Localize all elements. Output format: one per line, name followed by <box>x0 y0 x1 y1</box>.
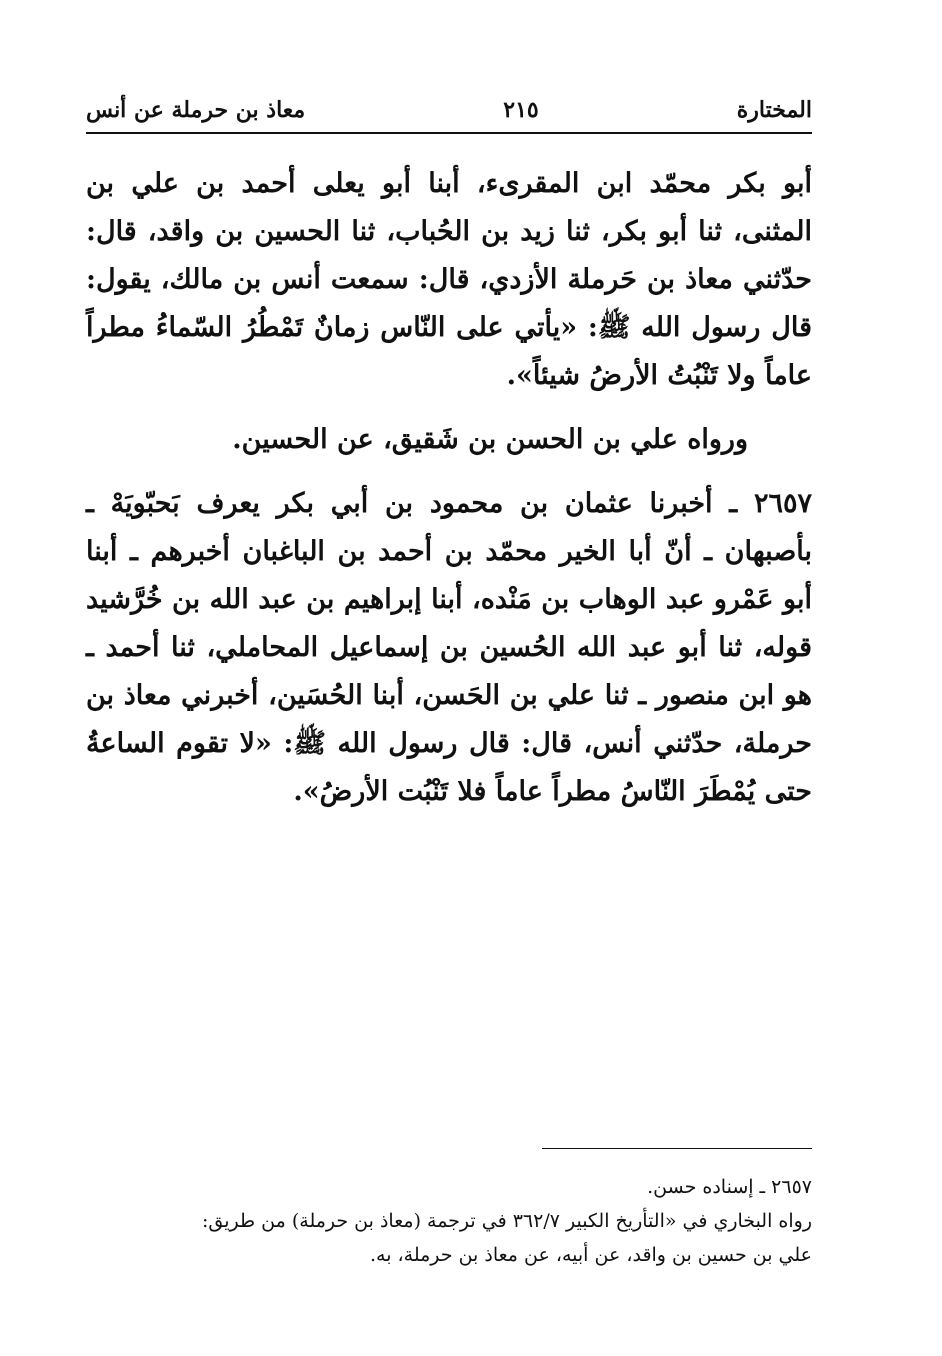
hadith-number: ٢٦٥٧ <box>753 488 812 519</box>
header-divider <box>86 132 812 134</box>
paragraph-1: أبو بكر محمّد ابن المقرىء، أبنا أبو يعلى أحمد بن علي بن المثنى، ثنا أبو بكر، ثنا زيد بن الحُباب، ثنا الحسين بن واقد، قال: حدّثني معاذ بن حَرملة الأزدي، قال: سمعت أنس بن مالك، يقول: قال رسول الله ﷺ: «يأتي على النّاس زمانٌ تَمْطُرُ السّماءُ مطراً عاماً ولا تَنْبُتُ الأرضُ شيئاً». <box>86 168 812 391</box>
footnote-divider <box>542 1148 812 1149</box>
header-chapter-title: معاذ بن حرملة عن أنس <box>86 97 306 123</box>
running-header <box>86 92 812 128</box>
footnote-line-1: ٢٦٥٧ ـ إسناده حسن. <box>647 1176 812 1198</box>
footnotes <box>86 1170 812 1272</box>
main-text <box>86 160 812 816</box>
paragraph-3 <box>86 480 812 816</box>
footnote-line-3: علي بن حسين بن واقد، عن أبيه، عن معاذ بن حرملة، به. <box>369 1244 812 1266</box>
footnote-line-2: رواه البخاري في «التأريخ الكبير ٣٦٢/٧ في ترجمة (معاذ بن حرملة) من طريق: <box>201 1210 812 1232</box>
hadith-text: ـ أخبرنا عثمان بن محمود بن أبي بكر يعرف بَحبّويَهْ ـ بأصبهان ـ أنّ أبا الخير محمّد بن أحمد بن الباغبان أخبرهم ـ أبنا أبو عَمْرو عبد الوهاب بن مَنْده، أبنا إبراهيم بن عبد الله بن خُرَّشيد قوله، ثنا أبو عبد الله الحُسين بن إسماعيل المحاملي، ثنا أحمد ـ هو ابن منصور ـ ثنا علي بن الحَسن، أبنا الحُسَين، أخبرني معاذ بن حرملة، حدّثني أنس، قال: قال رسول الله ﷺ: «لا تقوم الساعةُ حتى يُمْطَرَ النّاسُ مطراً عاماً فلا تَنْبُت الأرضُ». <box>86 488 812 807</box>
page-number: ٢١٥ <box>503 97 539 123</box>
paragraph-2: ورواه علي بن الحسن بن شَقيق، عن الحسين. <box>232 424 748 455</box>
header-book-title: المختارة <box>736 97 812 123</box>
